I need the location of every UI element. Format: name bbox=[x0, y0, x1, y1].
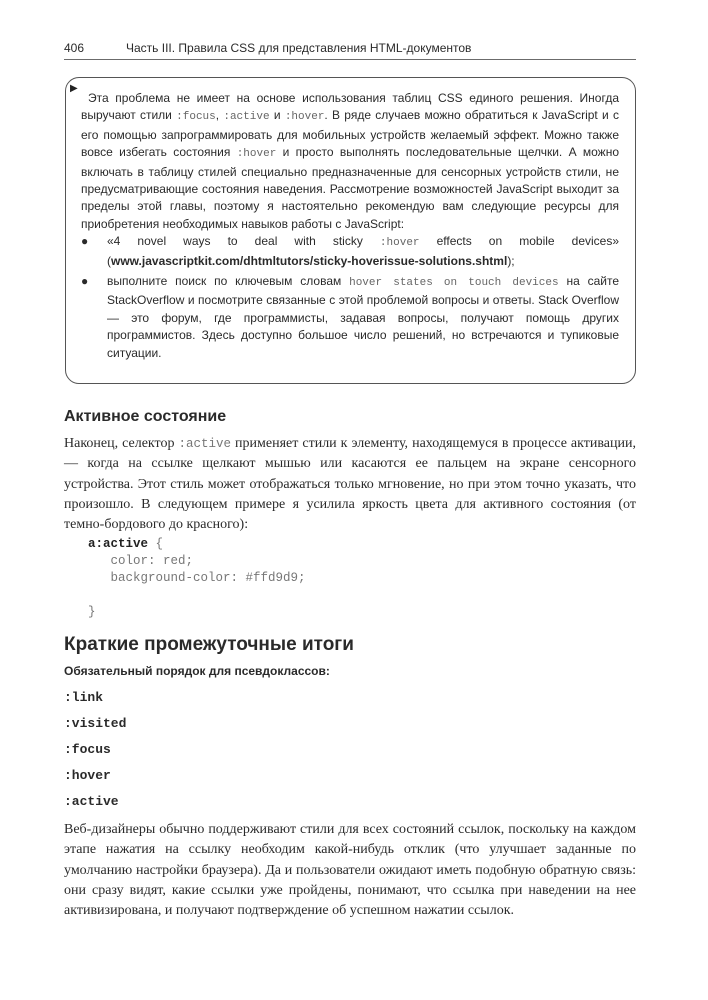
code-block: a:active { color: red; background-color: #ffd9d9; } bbox=[88, 537, 306, 619]
summary-subheading: Обязательный порядок для псевдоклассов: bbox=[64, 664, 330, 678]
code-active: :active bbox=[223, 111, 270, 124]
pseudo-class-item: :active bbox=[64, 794, 119, 809]
code-hover: :hover bbox=[284, 111, 325, 124]
list-item: ● «4 novel ways to deal with sticky :hover effects on mobile devices» (www.javascriptkit.com/dhtmltutors/sticky-hoverissue-solutions.shtml); bbox=[81, 234, 620, 268]
list-item: ● выполните поиск по ключевым словам hover states on touch devices на сайте StackOverflow и посмотрите связанные с этой проблемой вопросы и ответы. Stack Overflow — это форум, где программисты, задавая вопросы, получают помощь других программистов. Здесь доступно большое число решений, но встречаются и тупиковые ситуации. bbox=[81, 274, 620, 360]
summary-paragraph: Веб-дизайнеры обычно поддерживают стили для всех состояний ссылок, поскольку на каждом этапе нажатия на ссылку необходим какой-нибудь отклик (что улучшает заданные по умолчанию настройки браузера). Да и пользователи ожидают иметь подобную обратную связь: они сразу видят, какие ссылки уже пройдены, понимают, что ссылка при наведении на нее активизирована, и получают подтверждение об успешном нажатии ссылок. bbox=[64, 822, 636, 919]
running-header bbox=[64, 38, 636, 60]
code-selector: a:active bbox=[88, 537, 149, 551]
bullet-icon: ● bbox=[81, 274, 89, 289]
note-arrow-icon: ▶ bbox=[70, 83, 78, 94]
note-box bbox=[65, 77, 636, 384]
note-bullet-list bbox=[81, 233, 619, 362]
code-line: } bbox=[88, 605, 96, 619]
code-line: color: red; bbox=[88, 554, 194, 568]
code-hover: :hover bbox=[379, 237, 420, 250]
section-heading-summary: Краткие промежуточные итоги bbox=[64, 634, 354, 655]
code-search-terms: hover states on touch devices bbox=[349, 277, 559, 290]
code-line: background-color: #ffd9d9; bbox=[88, 571, 306, 585]
note-paragraph: Эта проблема не имеет на основе использования таблиц CSS единого решения. Иногда выручают стили :focus, :active и :hover. В ряде случаев можно обратиться к JavaScript и с его помощью запрограммировать для мобильных устройств желаемый эффект. Можно также вовсе избегать состояния :hover и просто выполнять последовательные щелчки. А можно включать в таблицу стилей специально предназначенные для сенсорных устройств стили, не предусматривающие состояния наведения. Рассмотрение возможностей JavaScript выходит за пределы этой главы, поэтому я настоятельно рекомендую вам следующие ресурсы для приобретения необходимых навыков работы с JavaScript: bbox=[81, 91, 620, 231]
pseudo-class-item: :link bbox=[64, 690, 104, 705]
pseudo-class-item: :hover bbox=[64, 768, 111, 783]
section-heading-active: Активное состояние bbox=[64, 408, 227, 425]
code-focus: :focus bbox=[176, 111, 216, 124]
pseudo-class-item: :visited bbox=[64, 716, 127, 731]
bullet-icon: ● bbox=[81, 234, 89, 249]
pseudo-class-item: :focus bbox=[64, 742, 111, 757]
page-number: 406 bbox=[64, 41, 85, 55]
code-active: :active bbox=[178, 437, 232, 451]
link-url[interactable]: www.javascriptkit.com/dhtmltutors/sticky-hoverissue-solutions.shtml bbox=[111, 253, 508, 268]
running-header-title: Часть III. Правила CSS для представления HTML-документов bbox=[126, 41, 472, 55]
body-paragraph: Наконец, селектор :active применяет стили к элементу, находящемуся в процессе активации, — когда на ссылке щелкают мышью или касаются ее пальцем на экране сенсорного устройства. Этот стиль может отображаться только мгновение, но при этом точно указать, что произошло. В следующем примере я усилила яркость цвета для активного состояния (от темно-бордового до красного): bbox=[64, 436, 636, 533]
code-hover: :hover bbox=[236, 148, 277, 161]
